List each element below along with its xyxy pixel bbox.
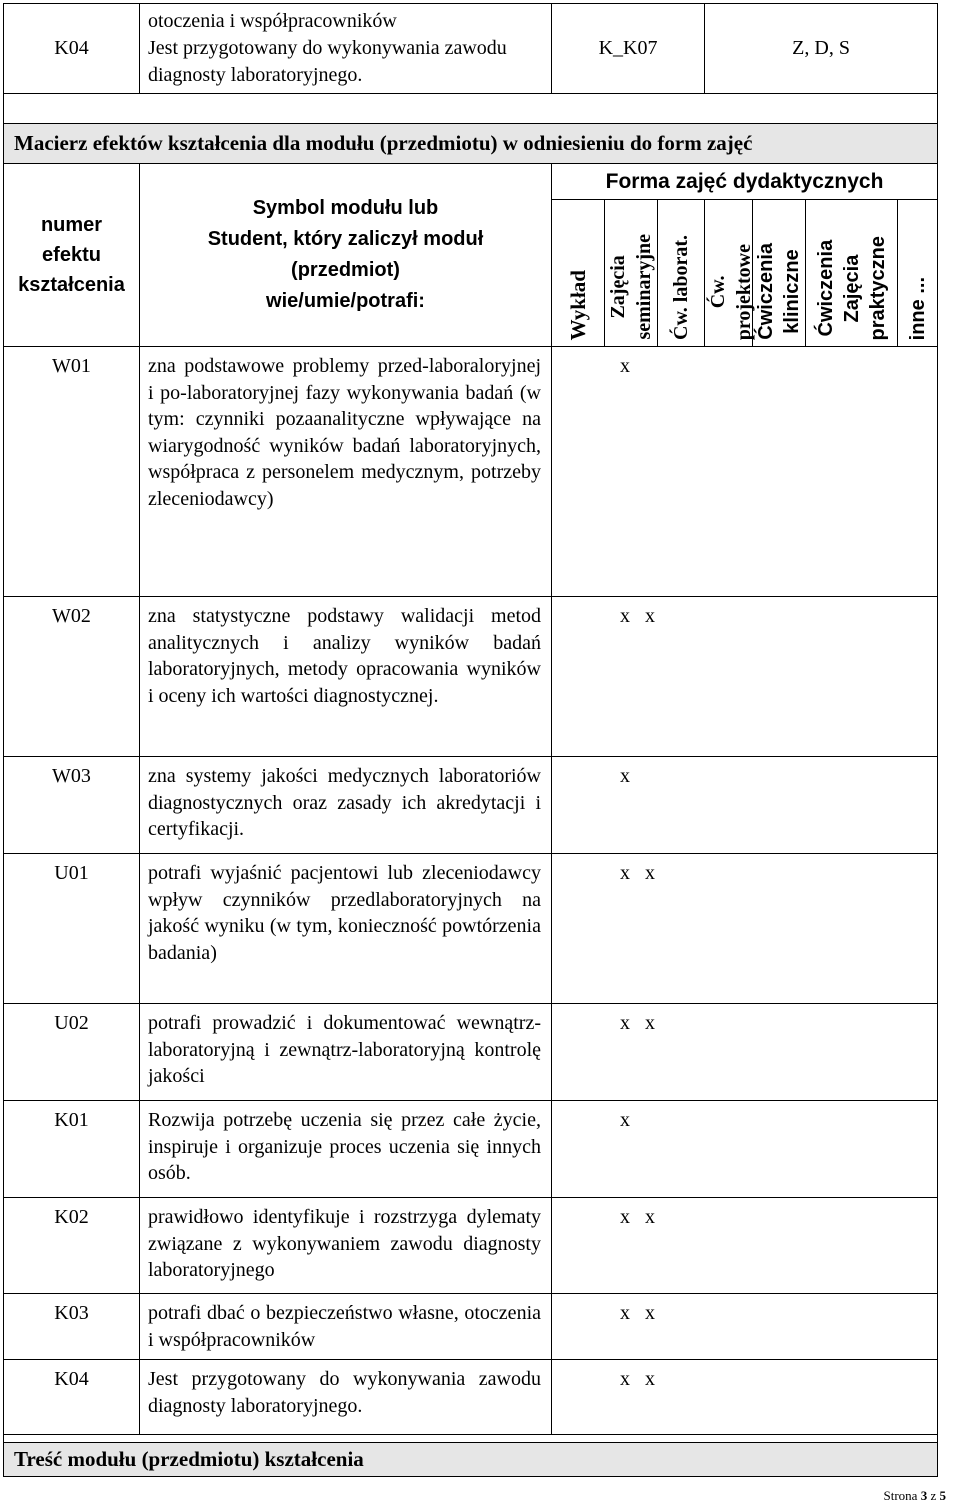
top-row-text xyxy=(140,4,552,94)
col-label-line: Zajęcia xyxy=(840,253,863,322)
col-label xyxy=(705,244,757,340)
header-row xyxy=(4,164,938,200)
row-code: K03 xyxy=(4,1294,140,1360)
row-marks: x xyxy=(552,1101,938,1198)
table-row xyxy=(4,757,938,854)
row-description: zna podstawowe problemy przed-laboraloryjnej i po-laboratoryjnej fazy wykonywania badań (w tym: czynniki pozaanalityczne wpływające na wiarygodność wyników badań laboratoryjnych, współpraca z personelem medycznym, potrzeby zleceniodawcy) xyxy=(140,347,552,597)
effects-table xyxy=(3,3,938,1477)
spacer-row xyxy=(4,94,938,124)
col-label xyxy=(753,243,805,340)
row-code: U01 xyxy=(4,854,140,1004)
row-description: Rozwija potrzebę uczenia się przez całe życie, inspiruje i organizuje proces uczenia się innych osób. xyxy=(140,1101,552,1198)
top-text-line: diagnosty laboratoryjnego. xyxy=(148,64,363,86)
table-row xyxy=(4,1004,938,1101)
row-code: W02 xyxy=(4,597,140,757)
col-laborat xyxy=(658,200,705,347)
col-label xyxy=(813,236,891,341)
numer-header xyxy=(4,164,140,347)
symbol-header-line: wie/umie/potrafi: xyxy=(266,290,425,312)
col-label-line: praktyczne xyxy=(866,235,889,340)
symbol-header-line: (przedmiot) xyxy=(291,259,400,281)
col-label-line: kliniczne xyxy=(781,249,804,334)
row-marks: x x xyxy=(552,854,938,1004)
footer-page-number: 3 xyxy=(920,1488,928,1503)
numer-header-line: numer xyxy=(40,214,103,236)
col-label-line: projektowe xyxy=(733,243,756,340)
spacer-row xyxy=(4,1435,938,1443)
numer-header-line: kształcenia xyxy=(18,274,125,296)
row-code: W01 xyxy=(4,347,140,597)
row-code: U02 xyxy=(4,1004,140,1101)
row-description: potrafi prowadzić i dokumentować wewnątrz-laboratoryjną i zewnątrz-laboratoryjną kontrolę jakości xyxy=(140,1004,552,1101)
section-title: Treść modułu (przedmiotu) kształcenia xyxy=(4,1443,938,1477)
col-label: inne ... xyxy=(906,276,929,340)
spacer-cell xyxy=(4,1435,938,1443)
table-row xyxy=(4,1294,938,1360)
row-marks: x x xyxy=(552,1360,938,1435)
row-description: zna statystyczne podstawy walidacji metod analitycznych i analizy wyników badań laboratoryjnych, metody opracowania wyników i oceny ich wartości diagnostycznej. xyxy=(140,597,552,757)
footer-middle: z xyxy=(927,1488,940,1503)
col-label-line: Ćwiczenia xyxy=(814,239,837,337)
numer-header-line: efektu xyxy=(42,244,101,266)
top-text-line: Jest przygotowany do wykonywania zawodu xyxy=(148,37,507,59)
footer-prefix: Strona xyxy=(883,1488,921,1503)
top-row-reference: K_K07 xyxy=(552,4,705,94)
footer-total-pages: 5 xyxy=(939,1488,946,1503)
table-row xyxy=(4,1360,938,1435)
col-label-line: Ćwiczenia xyxy=(755,243,778,340)
col-label-line: Zajęcia xyxy=(607,255,629,319)
symbol-header xyxy=(140,164,552,347)
top-row-code: K04 xyxy=(4,4,140,94)
top-text-line: otoczenia i współpracowników xyxy=(148,10,397,32)
col-praktyczne xyxy=(806,200,898,347)
symbol-header-line: Student, który zaliczył moduł xyxy=(207,228,484,250)
col-label: Wykład xyxy=(566,269,590,340)
row-description: zna systemy jakości medycznych laboratoriów diagnostycznych oraz zasady ich akredytacji i certyfikacji. xyxy=(140,757,552,854)
row-code: K02 xyxy=(4,1198,140,1294)
matrix-title: Macierz efektów kształcenia dla modułu (przedmiotu) w odniesieniu do form zajęć xyxy=(4,124,938,164)
table-row xyxy=(4,1101,938,1198)
table-row xyxy=(4,1198,938,1294)
page-footer xyxy=(884,1488,946,1504)
col-label: Ćw. laborat. xyxy=(670,235,693,340)
symbol-header-line: Symbol modułu lub xyxy=(252,197,439,219)
col-seminaryjne xyxy=(605,200,658,347)
row-marks: x x xyxy=(552,1294,938,1360)
row-marks: x x xyxy=(552,1198,938,1294)
row-code: W03 xyxy=(4,757,140,854)
table-row xyxy=(4,347,938,597)
forma-header: Forma zajęć dydaktycznych xyxy=(552,164,938,200)
col-kliniczne xyxy=(753,200,806,347)
row-marks: x x xyxy=(552,597,938,757)
spacer-cell xyxy=(4,94,938,124)
col-wyklad xyxy=(552,200,605,347)
row-code: K04 xyxy=(4,1360,140,1435)
col-label xyxy=(605,234,657,340)
row-description: potrafi wyjaśnić pacjentowi lub zleceniodawcy wpływ czynników przedlaboratoryjnych na jakość wyniku (w tym, konieczność powtórzenia badania) xyxy=(140,854,552,1004)
top-row-methods: Z, D, S xyxy=(705,4,938,94)
row-description: Jest przygotowany do wykonywania zawodu diagnosty laboratoryjnego. xyxy=(140,1360,552,1435)
table-row xyxy=(4,854,938,1004)
row-marks: x x xyxy=(552,1004,938,1101)
row-marks: x xyxy=(552,347,938,597)
col-label-line: Ćw. xyxy=(707,275,730,309)
row-description: potrafi dbać o bezpieczeństwo własne, otoczenia i współpracowników xyxy=(140,1294,552,1360)
col-projektowe xyxy=(705,200,756,347)
col-inne xyxy=(898,200,938,347)
col-label-line: seminaryjne xyxy=(633,234,655,340)
row-code: K01 xyxy=(4,1101,140,1198)
top-row xyxy=(4,4,938,94)
table-row xyxy=(4,597,938,757)
row-description: prawidłowo identyfikuje i rozstrzyga dylematy związane z wykonywaniem zawodu diagnosty laboratoryjnego xyxy=(140,1198,552,1294)
section-title-row xyxy=(4,1443,938,1477)
matrix-title-row xyxy=(4,124,938,164)
row-marks: x xyxy=(552,757,938,854)
